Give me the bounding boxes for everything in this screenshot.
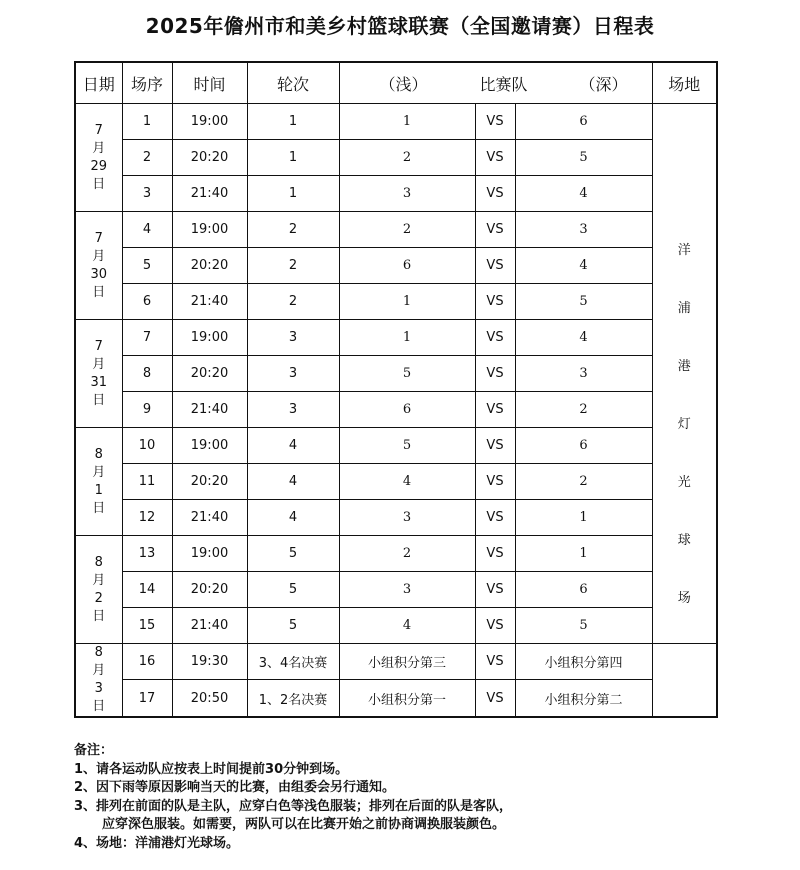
note-item: 应穿深色服装。如需要，两队可以在比赛开始之前协商调换服装颜色。 (102, 817, 506, 832)
date-day: 1 (94, 482, 103, 498)
match-round: 5 (247, 608, 339, 644)
match-order: 9 (122, 392, 172, 428)
match-vs: VS (475, 644, 515, 680)
match-away: 6 (515, 572, 652, 608)
date-cell (75, 644, 122, 718)
header-teams (339, 62, 652, 104)
date-cell (75, 104, 122, 212)
match-time: 21:40 (172, 392, 247, 428)
match-time: 19:00 (172, 320, 247, 356)
match-row (75, 248, 717, 284)
header-row (75, 62, 717, 104)
match-row (75, 680, 717, 717)
note-item: 1、请各运动队应按表上时间提前30分钟到场。 (74, 761, 349, 777)
schedule-table (74, 61, 718, 718)
match-home: 2 (339, 140, 475, 176)
match-order: 4 (122, 212, 172, 248)
venue-char: 球 (677, 533, 691, 548)
match-away: 1 (515, 536, 652, 572)
match-vs: VS (475, 500, 515, 536)
header-round: 轮次 (247, 62, 339, 104)
match-home: 小组积分第三 (339, 644, 475, 680)
match-row (75, 536, 717, 572)
notes-heading: 备注： (74, 743, 114, 758)
match-row (75, 176, 717, 212)
schedule-body (75, 104, 717, 718)
match-away: 1 (515, 500, 652, 536)
match-time: 21:40 (172, 608, 247, 644)
match-round: 4 (247, 464, 339, 500)
match-time: 19:00 (172, 536, 247, 572)
match-time: 20:20 (172, 248, 247, 284)
match-home: 5 (339, 428, 475, 464)
header-teams-label: 比赛队 (479, 74, 528, 94)
match-row (75, 608, 717, 644)
match-home: 4 (339, 464, 475, 500)
match-round: 1 (247, 104, 339, 140)
match-order: 16 (122, 644, 172, 680)
match-order: 6 (122, 284, 172, 320)
date-month: 7 (94, 338, 103, 354)
match-row (75, 320, 717, 356)
match-vs: VS (475, 212, 515, 248)
match-round: 2 (247, 248, 339, 284)
venue-char: 洋 (677, 243, 691, 258)
match-vs: VS (475, 608, 515, 644)
date-cell (75, 212, 122, 320)
header-date: 日期 (75, 62, 122, 104)
date-month-char: 月 (92, 356, 106, 372)
match-home: 3 (339, 500, 475, 536)
match-away: 5 (515, 608, 652, 644)
match-row (75, 284, 717, 320)
venue-char: 港 (677, 359, 691, 374)
date-month-char: 月 (92, 464, 106, 480)
venue-cell-finals (652, 644, 717, 718)
venue-char: 场 (677, 591, 691, 606)
date-day: 3 (94, 681, 103, 696)
notes-section (74, 742, 774, 853)
match-round: 2 (247, 284, 339, 320)
match-round: 3 (247, 320, 339, 356)
note-item: 4、场地：洋浦港灯光球场。 (74, 835, 240, 851)
date-month-char: 月 (92, 248, 106, 264)
match-order: 8 (122, 356, 172, 392)
match-home: 1 (339, 320, 475, 356)
date-day-char: 日 (92, 699, 106, 714)
match-vs: VS (475, 176, 515, 212)
match-order: 11 (122, 464, 172, 500)
date-cell (75, 320, 122, 428)
match-order: 14 (122, 572, 172, 608)
match-home: 2 (339, 212, 475, 248)
match-time: 21:40 (172, 284, 247, 320)
match-home: 2 (339, 536, 475, 572)
match-row (75, 464, 717, 500)
match-away: 3 (515, 212, 652, 248)
match-row (75, 644, 717, 680)
match-time: 19:30 (172, 644, 247, 680)
header-venue: 场地 (652, 62, 717, 104)
match-round: 4 (247, 500, 339, 536)
match-round: 3 (247, 392, 339, 428)
match-round: 3 (247, 356, 339, 392)
date-month-char: 月 (92, 140, 106, 156)
match-order: 17 (122, 680, 172, 717)
match-row (75, 428, 717, 464)
venue-cell (652, 104, 717, 644)
match-round: 1 (247, 176, 339, 212)
date-month: 7 (94, 122, 103, 138)
date-month: 8 (94, 446, 103, 462)
match-vs: VS (475, 428, 515, 464)
match-home: 小组积分第一 (339, 680, 475, 717)
match-home: 6 (339, 392, 475, 428)
match-vs: VS (475, 140, 515, 176)
match-vs: VS (475, 104, 515, 140)
match-time: 21:40 (172, 500, 247, 536)
header-dark: （深） (579, 74, 628, 94)
match-time: 21:40 (172, 176, 247, 212)
match-row (75, 392, 717, 428)
match-round: 5 (247, 572, 339, 608)
date-day: 30 (90, 266, 108, 282)
match-away: 4 (515, 248, 652, 284)
match-row (75, 104, 717, 140)
header-light: （浅） (379, 74, 428, 94)
date-day-char: 日 (92, 284, 106, 300)
match-time: 20:20 (172, 464, 247, 500)
date-day: 2 (94, 590, 103, 606)
date-month-char: 月 (92, 572, 106, 588)
match-time: 19:00 (172, 104, 247, 140)
match-time: 19:00 (172, 212, 247, 248)
date-day: 31 (90, 374, 108, 390)
match-time: 20:50 (172, 680, 247, 717)
match-vs: VS (475, 356, 515, 392)
date-month: 8 (94, 554, 103, 570)
note-item: 3、排列在前面的队是主队，应穿白色等浅色服装；排列在后面的队是客队， (74, 798, 513, 814)
match-vs: VS (475, 248, 515, 284)
match-away: 5 (515, 284, 652, 320)
date-day-char: 日 (92, 392, 106, 408)
match-away: 4 (515, 176, 652, 212)
match-round: 2 (247, 212, 339, 248)
match-vs: VS (475, 320, 515, 356)
date-cell (75, 536, 122, 644)
venue-char: 浦 (677, 301, 691, 316)
match-order: 12 (122, 500, 172, 536)
match-vs: VS (475, 392, 515, 428)
match-away: 4 (515, 320, 652, 356)
match-vs: VS (475, 680, 515, 717)
date-day-char: 日 (92, 500, 106, 516)
match-order: 5 (122, 248, 172, 284)
match-home: 5 (339, 356, 475, 392)
match-away: 小组积分第四 (515, 644, 652, 680)
match-away: 5 (515, 140, 652, 176)
match-order: 2 (122, 140, 172, 176)
date-month-char: 月 (92, 663, 106, 678)
match-vs: VS (475, 572, 515, 608)
match-row (75, 500, 717, 536)
header-time: 时间 (172, 62, 247, 104)
match-time: 19:00 (172, 428, 247, 464)
match-home: 1 (339, 284, 475, 320)
match-order: 13 (122, 536, 172, 572)
match-home: 3 (339, 176, 475, 212)
match-vs: VS (475, 284, 515, 320)
match-away: 6 (515, 104, 652, 140)
date-month: 8 (94, 645, 103, 660)
match-round: 1、2名决赛 (247, 680, 339, 717)
match-home: 1 (339, 104, 475, 140)
page-title: 2025年儋州市和美乡村篮球联赛（全国邀请赛）日程表 (145, 14, 655, 38)
match-round: 4 (247, 428, 339, 464)
match-row (75, 140, 717, 176)
match-order: 10 (122, 428, 172, 464)
match-order: 3 (122, 176, 172, 212)
match-home: 3 (339, 572, 475, 608)
match-away: 2 (515, 464, 652, 500)
match-order: 7 (122, 320, 172, 356)
match-time: 20:20 (172, 572, 247, 608)
match-away: 6 (515, 428, 652, 464)
match-away: 2 (515, 392, 652, 428)
match-home: 6 (339, 248, 475, 284)
match-round: 5 (247, 536, 339, 572)
date-month: 7 (94, 230, 103, 246)
match-away: 3 (515, 356, 652, 392)
match-row (75, 572, 717, 608)
match-home: 4 (339, 608, 475, 644)
match-vs: VS (475, 464, 515, 500)
note-item: 2、因下雨等原因影响当天的比赛，由组委会另行通知。 (74, 780, 396, 795)
match-away: 小组积分第二 (515, 680, 652, 717)
match-order: 15 (122, 608, 172, 644)
date-day: 29 (90, 158, 108, 174)
header-order: 场序 (122, 62, 172, 104)
match-row (75, 212, 717, 248)
match-row (75, 356, 717, 392)
match-time: 20:20 (172, 356, 247, 392)
match-order: 1 (122, 104, 172, 140)
match-round: 1 (247, 140, 339, 176)
date-day-char: 日 (92, 176, 106, 192)
date-day-char: 日 (92, 608, 106, 624)
match-vs: VS (475, 536, 515, 572)
venue-char: 灯 (677, 417, 691, 432)
date-cell (75, 428, 122, 536)
match-round: 3、4名决赛 (247, 644, 339, 680)
venue-char: 光 (677, 475, 691, 490)
match-time: 20:20 (172, 140, 247, 176)
